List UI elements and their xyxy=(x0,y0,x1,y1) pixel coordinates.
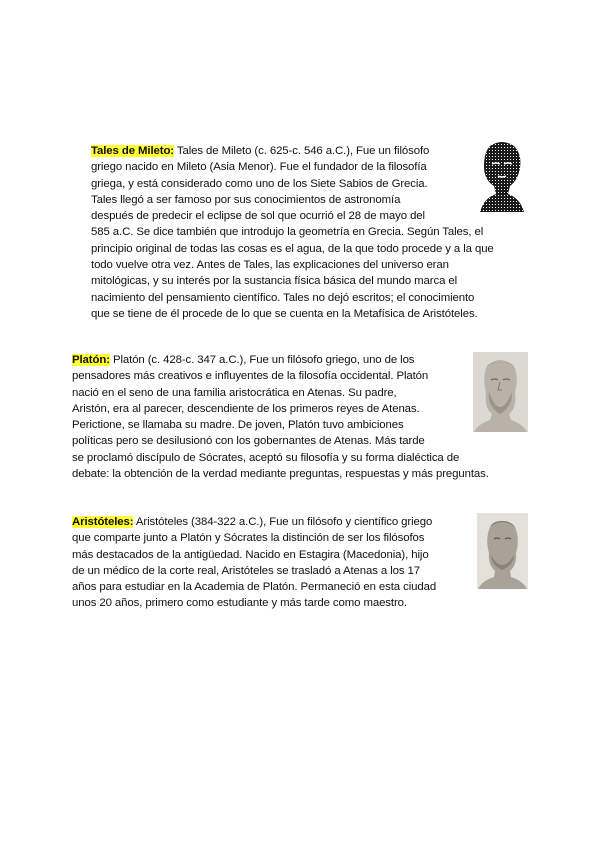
text-line: después de predecir el eclipse de sol que ocurrió el 28 de mayo del xyxy=(91,210,425,223)
text-line: años para estudiar en la Academia de Platón. Permaneció en esta ciudad xyxy=(72,581,437,594)
text-line: debate: la obtención de la verdad mediante preguntas, respuestas y más preguntas. xyxy=(72,468,489,481)
entry-text xyxy=(72,352,489,482)
text-line: nacimiento del pensamiento científico. Tales no dejó escritos; el conocimiento xyxy=(91,291,475,304)
text-line: políticas pero se desilusionó con los gobernantes de Atenas. Más tarde xyxy=(72,435,425,448)
text-line: más destacados de la antigüedad. Nacido en Estagira (Macedonia), hijo xyxy=(72,548,429,561)
entry-text xyxy=(72,514,436,612)
text-line: que comparte junto a Platón y Sócrates la distinción de ser los filósofos xyxy=(72,532,425,545)
text-line: 585 a.C. Se dice también que introdujo la geometría en Grecia. Según Tales, el xyxy=(91,226,484,239)
text-line: Tales llegó a ser famoso por sus conocimientos de astronomía xyxy=(91,193,401,206)
aristoteles-bust-icon xyxy=(477,513,528,589)
text-line: Aristóteles (384-322 a.C.), Fue un filósofo y científico griego xyxy=(133,516,433,528)
text-line: unos 20 años, primero como estudiante y más tarde como maestro. xyxy=(72,597,407,610)
platon-bust-icon xyxy=(473,352,528,432)
text-line: mitológicas, y su interés por la sustancia física básica del mundo marca el xyxy=(91,275,458,288)
text-line: pensadores más creativos e influyentes de la filosofía occidental. Platón xyxy=(72,370,429,383)
tales-bust-icon xyxy=(476,140,528,212)
text-line: Perictione, se llamaba su madre. De joven, Platón tuvo ambiciones xyxy=(72,419,404,432)
text-line: nació en el seno de una familia aristocrática en Atenas. Su padre, xyxy=(72,386,397,399)
text-line: de un médico de la corte real, Aristóteles se trasladó a Atenas a los 17 xyxy=(72,564,421,577)
entry-name: Aristóteles: xyxy=(72,516,134,528)
text-line: Platón (c. 428-c. 347 a.C.), Fue un filósofo griego, uno de los xyxy=(109,354,415,366)
text-line: se proclamó discípulo de Sócrates, aceptó su filosofía y su forma dialéctica de xyxy=(72,451,460,464)
text-line: griego nacido en Mileto (Asia Menor). Fue el fundador de la filosofía xyxy=(91,161,427,174)
text-line: que se tiene de él procede de lo que se cuenta en la Metafísica de Aristóteles. xyxy=(91,307,478,320)
text-line: Tales de Mileto (c. 625-c. 546 a.C.), Fue un filósofo xyxy=(174,145,430,157)
text-line: Aristón, era al parecer, descendiente de los primeros reyes de Atenas. xyxy=(72,402,420,415)
text-line: principio original de todas las cosas es el agua, de la que todo procede y a la que xyxy=(91,242,494,255)
entry-text xyxy=(91,143,494,322)
entry-name: Platón: xyxy=(72,354,110,366)
entry-name: Tales de Mileto: xyxy=(91,145,175,157)
text-line: todo vuelve otra vez. Antes de Tales, las explicaciones del universo eran xyxy=(91,259,449,272)
text-line: griega, y está considerado como uno de los Siete Sabios de Grecia. xyxy=(91,177,428,190)
